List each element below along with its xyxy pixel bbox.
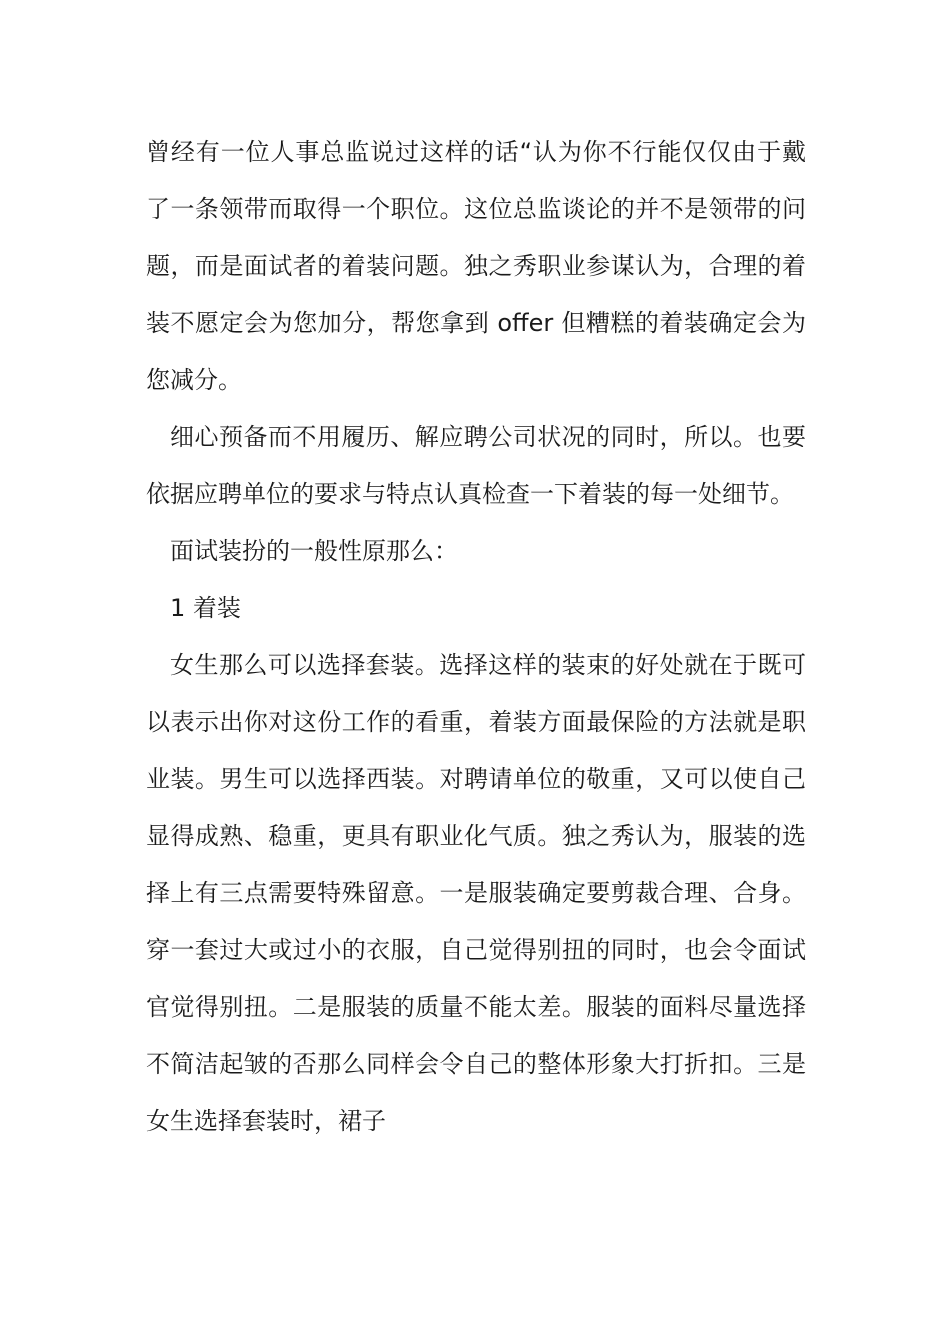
- paragraph-attire: 女生那么可以选择套装。选择这样的装束的好处就在于既可以表示出你对这份工作的看重，着装方面最保险的方法就是职业装。男生可以选择西装。对聘请单位的敬重，又可以使自己显得成熟、稳重，更具有职业化气质。独之秀认为，服装的选择上有三点需要特殊留意。一是服装确定要剪裁合理、合身。穿一套过大或过小的衣服，自己觉得别扭的同时，也会令面试官觉得别扭。二是服装的质量不能太差。服装的面料尽量选择不简洁起皱的否那么同样会令自己的整体形象大打折扣。三是女生选择套装时，裙子: [146, 651, 806, 1135]
- document-page: [146, 124, 806, 1150]
- paragraph-principles-heading: 面试装扮的一般性原那么：: [170, 537, 458, 565]
- paragraph-preparation: 细心预备而不用履历、解应聘公司状况的同时，所以。也要依据应聘单位的要求与特点认真检查一下着装的每一处细节。: [146, 423, 806, 508]
- paragraph-intro: 曾经有一位人事总监说过这样的话“认为你不行能仅仅由于戴了一条领带而取得一个职位。这位总监谈论的并不是领带的问题，而是面试者的着装问题。独之秀职业参谋认为，合理的着装不愿定会为您加分，帮您拿到 offer 但糟糕的着装确定会为您减分。: [146, 138, 806, 394]
- section-heading-attire: 1 着装: [170, 594, 241, 622]
